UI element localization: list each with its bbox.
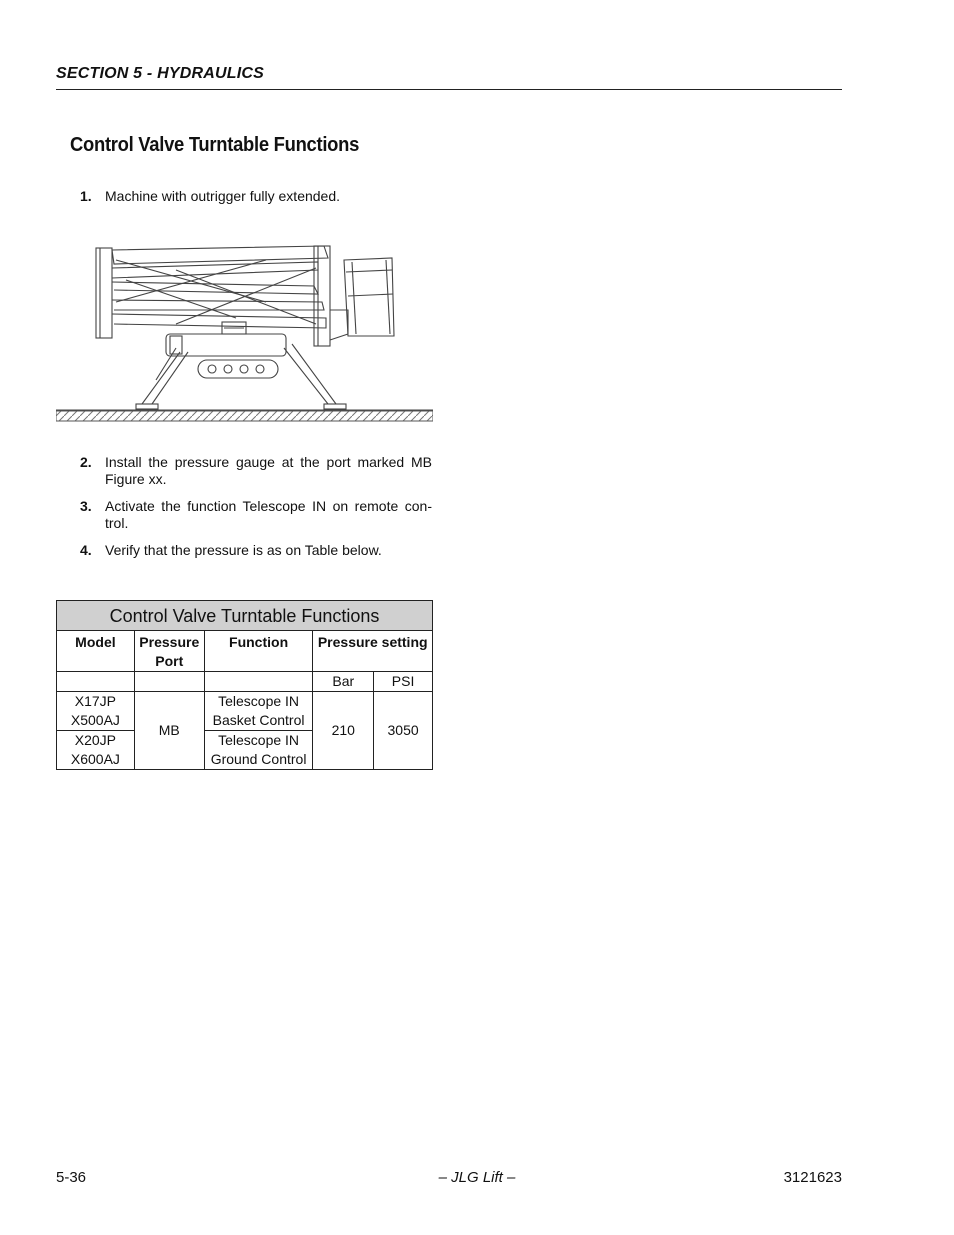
step-4 [80,542,432,559]
step-number: 1. [80,188,92,204]
blank-cell [134,672,204,692]
header-pressure-setting: Pressure setting [313,631,433,672]
page-title: Control Valve Turntable Functions [70,134,360,156]
page-number: 5-36 [56,1169,87,1186]
table-title: Control Valve Turntable Functions [57,601,433,631]
table-row [57,692,433,731]
document-number: 3121623 [783,1169,842,1186]
step-text: Install the pressure gauge at the port marked MB Figure xx. [105,454,432,487]
header-bar: Bar [313,672,374,692]
header-rule [56,89,842,90]
header-psi: PSI [374,672,433,692]
header-pressure-port-line2: Port [155,653,184,669]
function-mode: Ground Control [210,751,307,767]
function-cell [204,731,313,770]
function-mode: Basket Control [212,712,305,728]
step-2 [80,454,432,488]
footer-brand: – JLG Lift – [438,1169,516,1186]
step-number: 3. [80,498,92,514]
model-name: X600AJ [70,751,120,767]
psi-value-cell: 3050 [374,692,433,770]
step-number: 4. [80,542,92,558]
header-function: Function [204,631,313,672]
blank-cell [204,672,313,692]
step-1 [80,188,432,205]
model-name: X20JP [74,732,117,748]
port-cell: MB [134,692,204,770]
model-name: X500AJ [70,712,120,728]
function-name: Telescope IN [218,732,300,748]
section-header: SECTION 5 - HYDRAULICS [56,65,264,82]
model-name: X17JP [74,693,117,709]
pressure-table [56,600,433,770]
step-number: 2. [80,454,92,470]
blank-cell [57,672,135,692]
header-model: Model [57,631,135,672]
step-text: Verify that the pressure is as on Table below. [105,542,382,558]
step-text: Machine with outrigger fully extended. [105,188,341,204]
header-pressure-port-line1: Pressure [139,634,200,650]
machine-outrigger-figure [56,240,433,425]
step-3 [80,498,432,532]
bar-value-cell: 210 [313,692,374,770]
step-text: Activate the function Telescope IN on remote con-trol. [105,498,432,531]
model-cell [57,692,135,731]
header-pressure-port [134,631,204,672]
function-name: Telescope IN [218,693,300,709]
function-cell [204,692,313,731]
model-cell [57,731,135,770]
